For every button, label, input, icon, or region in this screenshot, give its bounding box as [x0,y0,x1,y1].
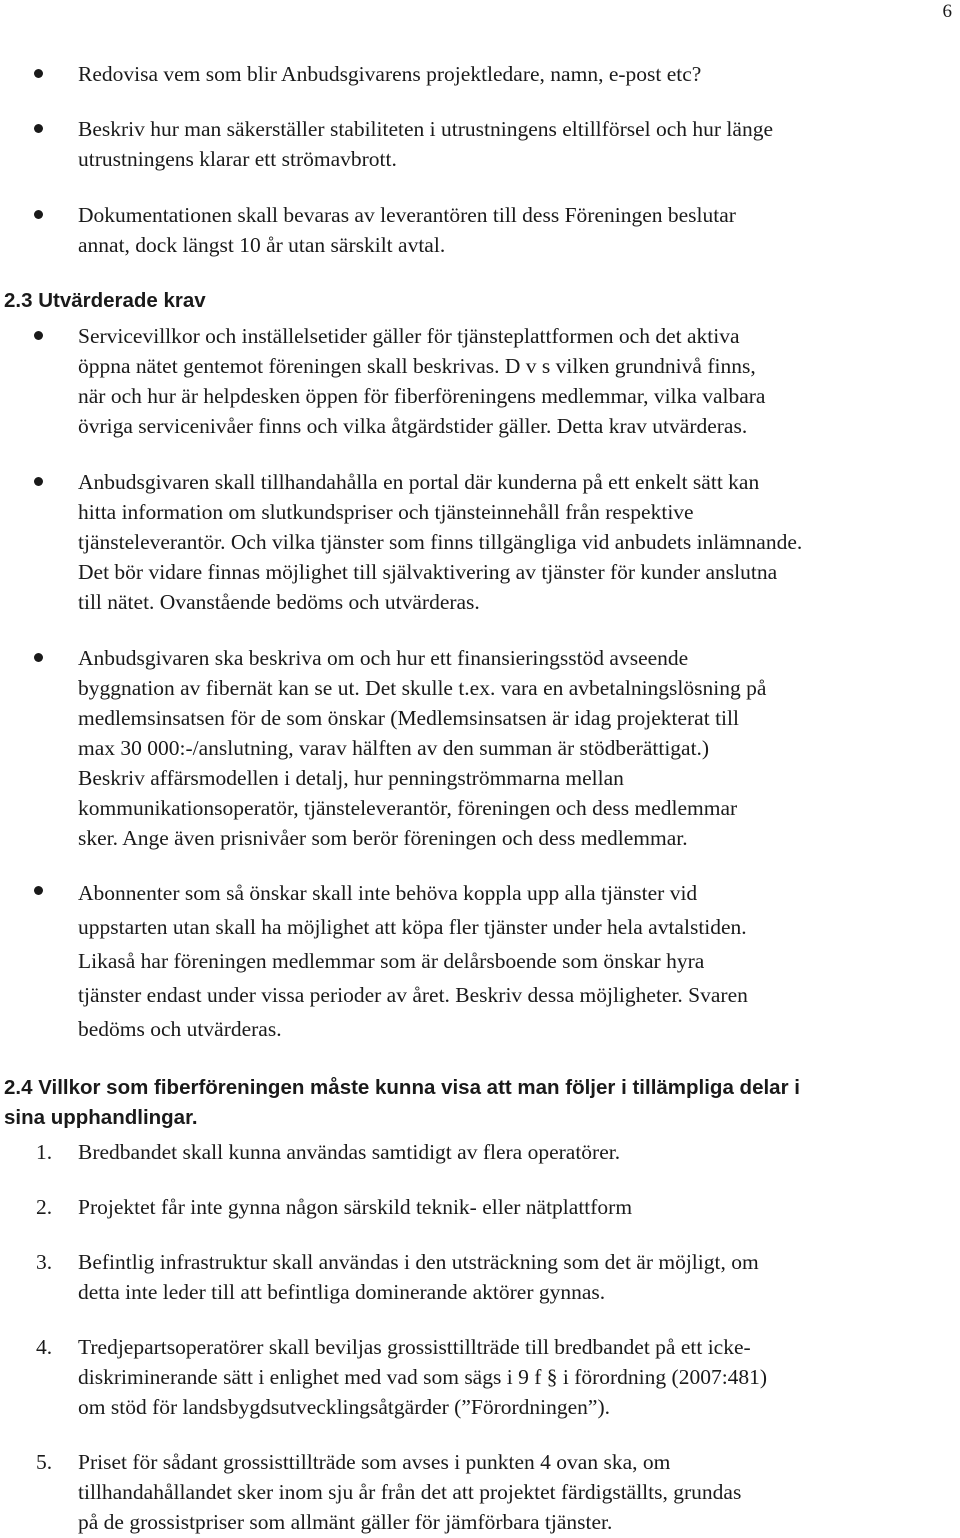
bullet-text: Anbudsgivaren skall tillhandahålla en portal där kunderna på ett enkelt sätt kan hitta information om slutkundspriser och tjänsteinnehåll från respektive tjänsteleverantör. Och vilka tjänster som finns tillgängliga vid anbudets inlämnande. Det bör vidare finnas möjlighet till självaktivering av tjänster för kunder anslutna till nätet. Ovanstående bedöms och utvärderas. [78,470,803,614]
bullet-dot-icon [34,69,43,78]
bullet-dot-icon [34,886,43,895]
bullet-text: Dokumentationen skall bevaras av leverantören till dess Föreningen beslutar annat, dock längst 10 år utan särskilt avtal. [78,203,736,257]
page-number: 6 [942,1,952,22]
bullet-text: Beskriv hur man säkerställer stabiliteten i utrustningens eltillförsel och hur länge utrustningens klarar ett strömavbrott. [78,117,773,171]
section-heading-2-4: 2.4 Villkor som fiberföreningen måste kunna visa att man följer i tillämpliga delar i sina upphandlingar. [4,1076,800,1129]
bullet-text: Servicevillkor och inställelsetider gäller för tjänsteplattformen och det aktiva öppna nätet gentemot föreningen skall beskrivas. D v s vilken grundnivå finns, när och hur är helpdesken öppen för fiberföreningens medlemmar, vilka valbara övriga servicenivåer finns och vilka åtgärdstider gäller. Detta krav utvärderas. [78,324,766,438]
bullet-dot-icon [34,477,43,486]
item-text: Projektet får inte gynna någon särskild teknik- eller nätplattform [78,1195,633,1219]
item-number: 4. [36,1335,53,1359]
item-number: 3. [36,1250,53,1274]
section-heading-2-3: 2.3 Utvärderade krav [4,289,206,312]
bullet-dot-icon [34,331,43,340]
item-text: Tredjepartsoperatörer skall beviljas grossisttillträde till bredbandet på ett icke- diskriminerande sätt i enlighet med vad som sägs i 9 f § i förordning (2007:481) om stöd för landsbygdsutvecklingsåtgärder (”Förordningen”). [78,1335,768,1419]
item-text: Befintlig infrastruktur skall användas i den utsträckning som det är möjligt, om detta inte leder till att befintliga dominerande aktörer gynnas. [78,1250,759,1304]
item-text: Priset för sådant grossisttillträde som avses i punkten 4 ovan ska, om tillhandahållandet sker inom sju år från det att projektet färdigställts, grundas på de grossistpriser som allmänt gäller för jämförbara tjänster. [78,1450,742,1534]
bullet-text: Anbudsgivaren ska beskriva om och hur ett finansieringsstöd avseende byggnation av fibernät kan se ut. Det skulle t.ex. vara en avbetalningslösning på medlemsinsatsen för de som önskar (Medlemsinsatsen är idag projekterat till max 30 000:-/anslutning, varav hälften av den summan är stödberättigat.) Beskriv affärsmodellen i detalj, hur penningströmmarna mellan kommunikationsoperatör, tjänsteleverantör, föreningen och dess medlemmar sker. Ange även prisnivåer som berör föreningen och dess medlemmar. [78,646,767,850]
bullet-text: Abonnenter som så önskar skall inte behöva koppla upp alla tjänster vid uppstarten utan skall ha möjlighet att köpa fler tjänster under hela avtalstiden. Likaså har föreningen medlemmar som är delårsboende som önskar hyra tjänster endast under vissa perioder av året. Beskriv dessa möjligheter. Svaren bedöms och utvärderas. [78,881,748,1041]
bullet-dot-icon [34,210,43,219]
item-number: 1. [36,1140,53,1164]
bullet-dot-icon [34,653,43,662]
item-number: 5. [36,1450,53,1474]
bullet-dot-icon [34,124,43,133]
item-number: 2. [36,1195,53,1219]
bullet-text: Redovisa vem som blir Anbudsgivarens projektledare, namn, e-post etc? [78,62,702,86]
item-text: Bredbandet skall kunna användas samtidigt av flera operatörer. [78,1140,621,1164]
